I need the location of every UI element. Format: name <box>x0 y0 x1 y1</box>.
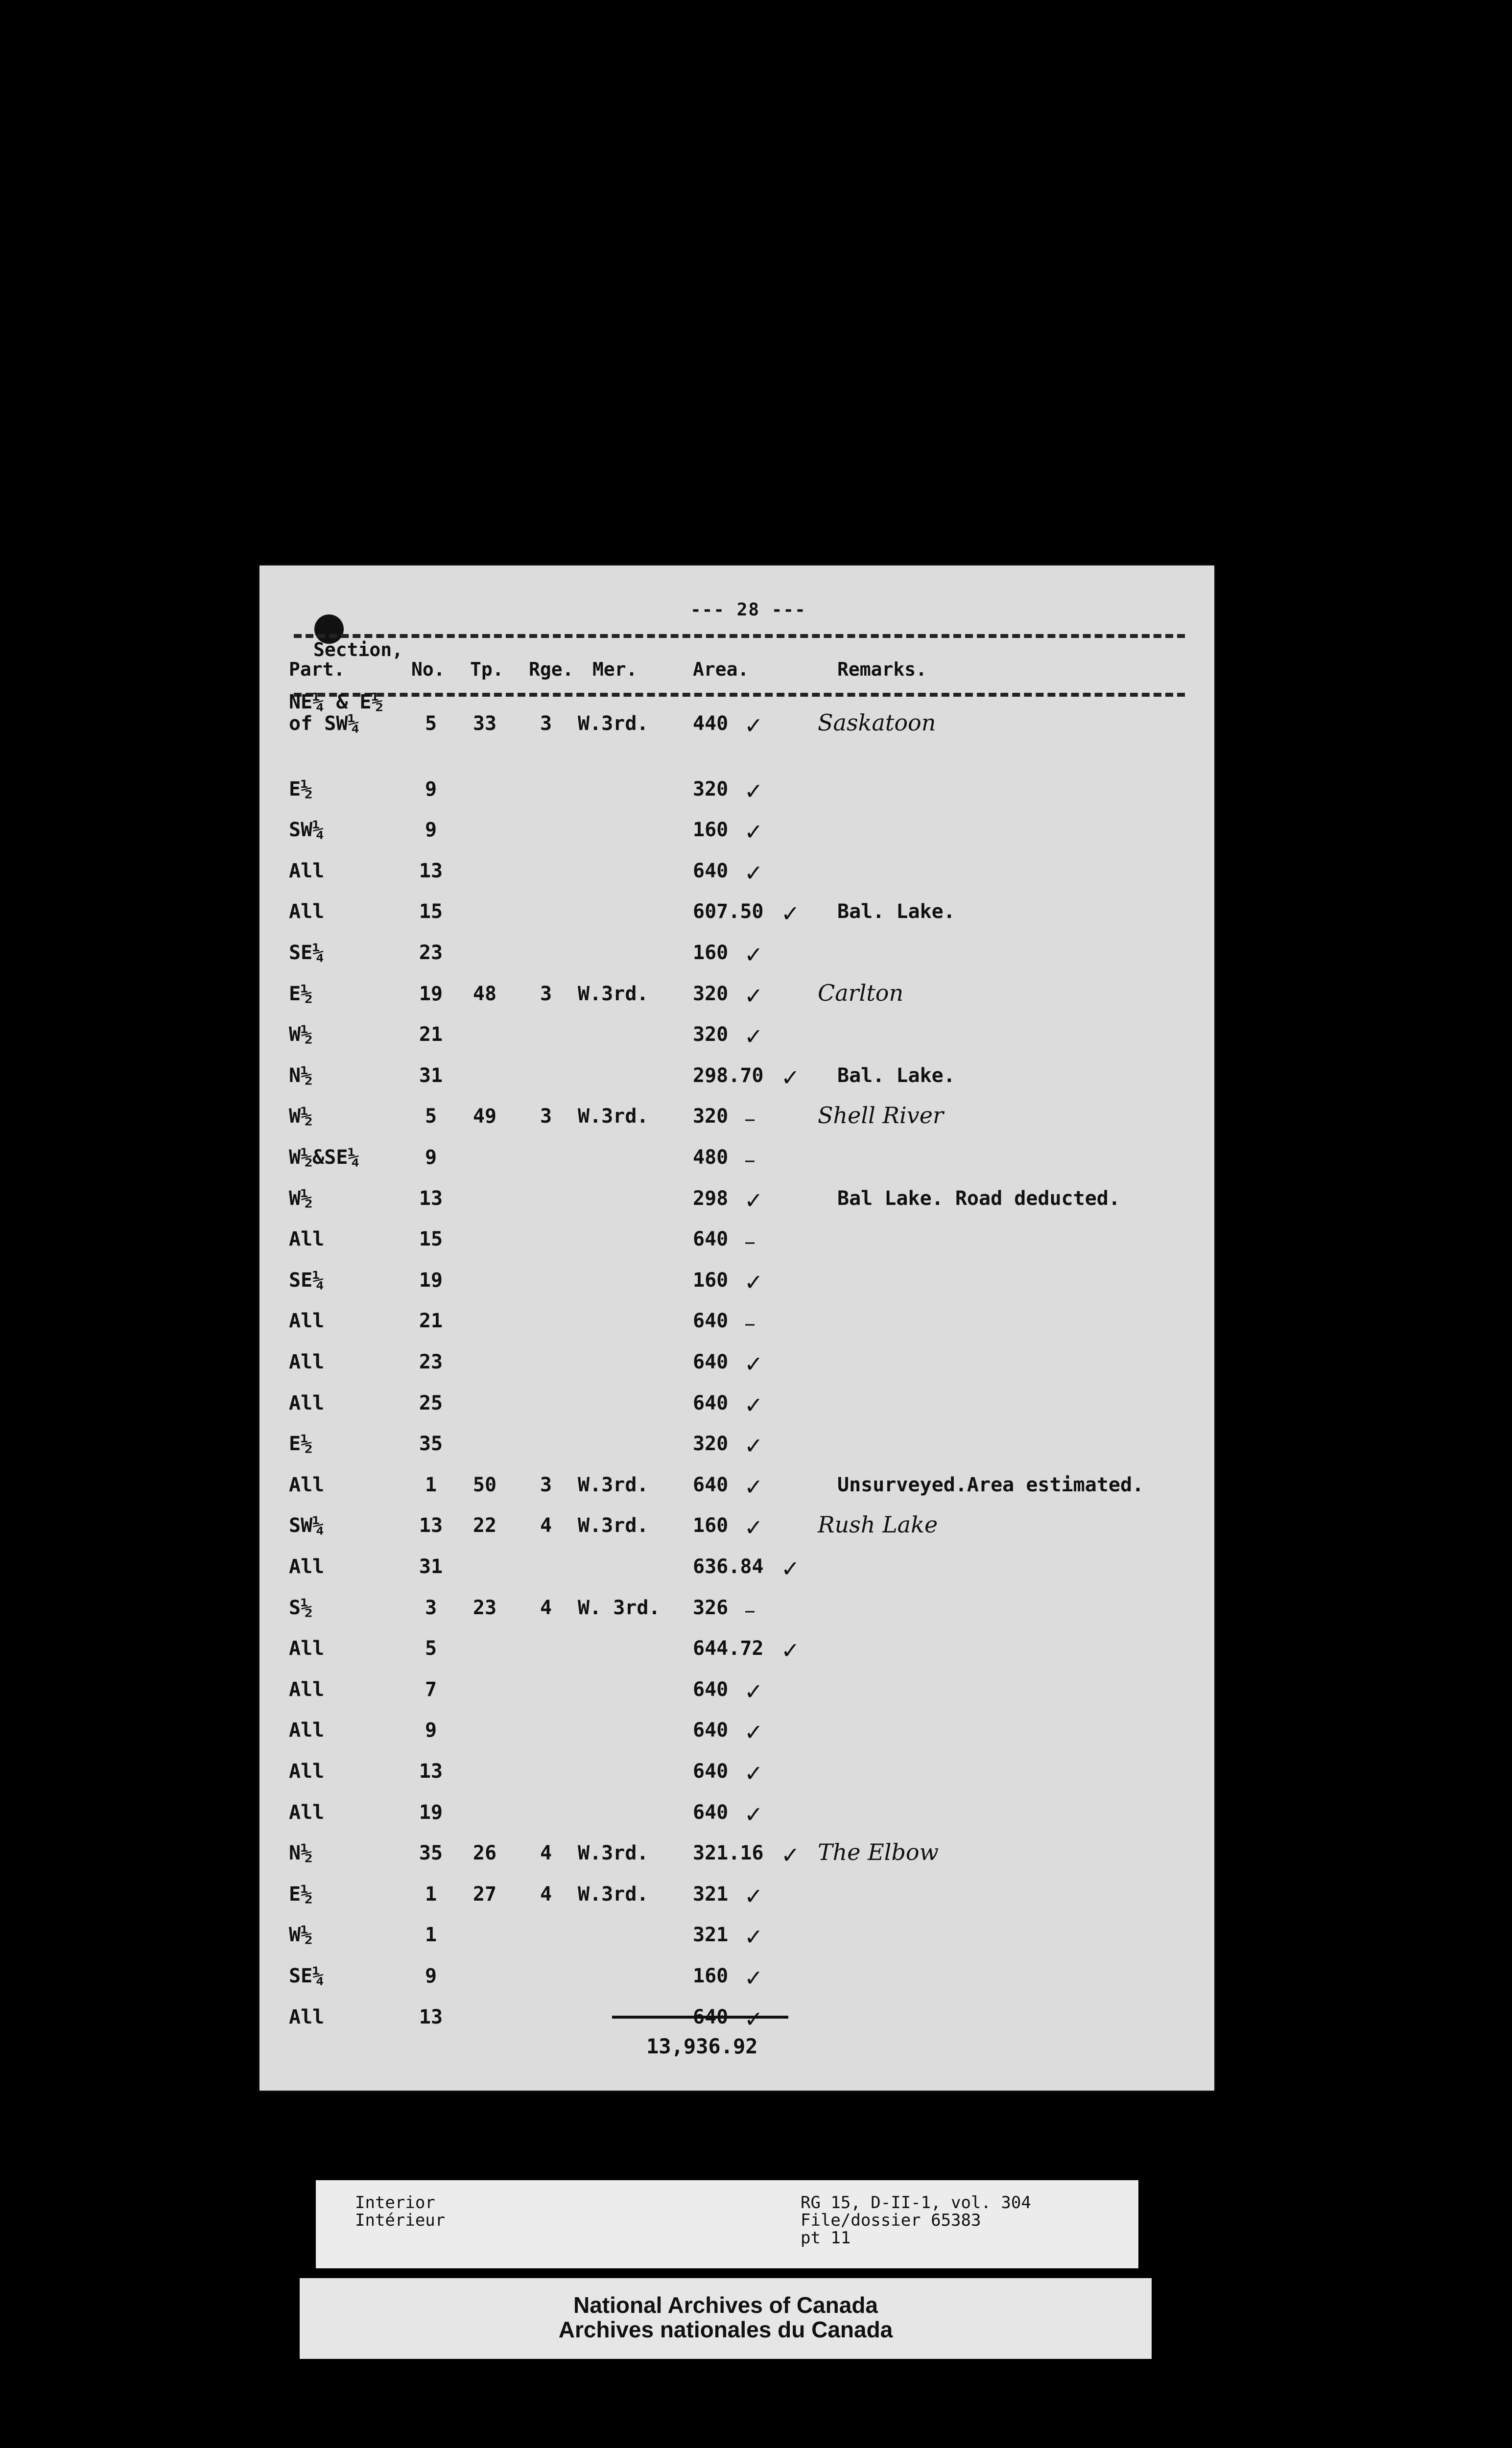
row-area: 640 <box>693 1391 729 1414</box>
check-mark: – <box>744 1146 756 1173</box>
table-row <box>260 979 1214 1024</box>
table-row <box>260 1760 1214 1801</box>
row-area: 160 <box>693 819 729 842</box>
row-area: 320 <box>693 982 729 1005</box>
row-section-no: 9 <box>425 1965 437 1987</box>
check-mark: ✓ <box>744 2005 763 2032</box>
header-mer: Mer. <box>592 659 638 680</box>
table-row <box>260 1719 1214 1760</box>
banner-line-fr: Archives nationales du Canada <box>558 2317 893 2342</box>
row-area: 644.72 <box>693 1637 764 1660</box>
row-area: 160 <box>693 1514 729 1537</box>
row-section-no: 5 <box>425 712 437 735</box>
check-mark: – <box>744 1596 756 1623</box>
check-mark: ✓ <box>744 777 763 804</box>
check-mark: ✓ <box>744 1678 763 1705</box>
check-mark: – <box>744 1228 756 1255</box>
row-area: 440 <box>693 712 729 735</box>
table-row <box>260 1883 1214 1924</box>
row-area: 480 <box>693 1146 729 1169</box>
table-row <box>260 1555 1214 1597</box>
header-no: No. <box>411 659 445 680</box>
row-area: 160 <box>693 942 729 964</box>
row-part: All <box>289 1678 325 1701</box>
table-row <box>260 778 1214 819</box>
row-part: All <box>289 1473 325 1496</box>
row-area: 321 <box>693 1883 729 1906</box>
table-row <box>260 1187 1214 1228</box>
row-part: SE¼ <box>289 1965 325 1987</box>
row-section-no: 3 <box>425 1596 437 1619</box>
row-section-no: 9 <box>425 1719 437 1742</box>
row-part: All <box>289 1351 325 1373</box>
row-section-no: 1 <box>425 1883 437 1906</box>
row-area: 320 <box>693 777 729 800</box>
table-row <box>260 942 1214 983</box>
row-section-no: 31 <box>419 1064 443 1087</box>
row-meridian: W.3rd. <box>578 712 649 735</box>
row-part: All <box>289 1555 325 1578</box>
row-township: 49 <box>472 1105 497 1128</box>
row-part: All <box>289 1228 325 1251</box>
row-area: 298 <box>693 1187 729 1210</box>
row-range: 3 <box>540 1473 552 1496</box>
table-row <box>260 1597 1214 1638</box>
row-meridian: W.3rd. <box>578 1842 649 1865</box>
row-range: 3 <box>540 712 552 735</box>
row-township: 48 <box>472 982 497 1005</box>
row-part: SW¼ <box>289 819 325 842</box>
row-area: 160 <box>693 1965 729 1987</box>
row-part: All <box>289 1637 325 1660</box>
check-mark: ✓ <box>744 1883 763 1909</box>
check-mark: ✓ <box>744 982 763 1009</box>
handwritten-note: The Elbow <box>818 1839 939 1866</box>
row-part: W½ <box>289 1187 313 1210</box>
row-part: W½&SE¼ <box>289 1146 360 1169</box>
check-mark: ✓ <box>744 1187 763 1214</box>
row-remarks: Bal. Lake. <box>837 900 955 923</box>
handwritten-note: Shell River <box>818 1102 944 1129</box>
row-area: 636.84 <box>693 1555 764 1578</box>
row-part: All <box>289 1310 325 1333</box>
check-mark: ✓ <box>781 1555 800 1582</box>
row-part: All <box>289 1801 325 1824</box>
handwritten-note: Saskatoon <box>818 709 936 736</box>
row-area: 320 <box>693 1105 729 1128</box>
row-area: 321 <box>693 1924 729 1947</box>
row-section-no: 31 <box>419 1555 443 1578</box>
page-number: --- 28 --- <box>690 600 806 620</box>
check-mark: ✓ <box>781 1637 800 1664</box>
row-part: All <box>289 1391 325 1414</box>
row-meridian: W.3rd. <box>578 1473 649 1496</box>
handwritten-note: Rush Lake <box>818 1511 938 1538</box>
table-row <box>260 691 1214 753</box>
table-row <box>260 1351 1214 1392</box>
row-area: 640 <box>693 1473 729 1496</box>
check-mark: ✓ <box>744 1023 763 1050</box>
check-mark: ✓ <box>744 1391 763 1418</box>
row-range: 3 <box>540 982 552 1005</box>
table-row <box>260 900 1214 942</box>
row-section-no: 15 <box>419 900 443 923</box>
table-row <box>260 1678 1214 1719</box>
row-range: 4 <box>540 1514 552 1537</box>
row-township: 22 <box>472 1514 497 1537</box>
row-township: 33 <box>472 712 497 735</box>
divider <box>294 693 1185 697</box>
table-row <box>260 1433 1214 1474</box>
row-section-no: 21 <box>419 1310 443 1333</box>
row-section-no: 5 <box>425 1637 437 1660</box>
row-section-no: 13 <box>419 1514 443 1537</box>
row-area: 298.70 <box>693 1064 764 1087</box>
table-row <box>260 1310 1214 1351</box>
row-part: N½ <box>289 1064 313 1087</box>
check-mark: ✓ <box>744 1965 763 1991</box>
row-area: 640 <box>693 1719 729 1742</box>
check-mark: ✓ <box>744 1433 763 1459</box>
row-part: W½ <box>289 1023 313 1046</box>
row-section-no: 19 <box>419 1269 443 1292</box>
row-part: E½ <box>289 1883 313 1906</box>
banner-line-en: National Archives of Canada <box>573 2292 878 2318</box>
row-area: 640 <box>693 1351 729 1373</box>
row-part: All <box>289 1760 325 1783</box>
check-mark: ✓ <box>744 1269 763 1295</box>
row-part: All <box>289 2005 325 2028</box>
row-part: E½ <box>289 777 313 800</box>
row-section-no: 7 <box>425 1678 437 1701</box>
header-rge: Rge. <box>529 659 574 680</box>
row-part: of SW¼ <box>289 712 360 735</box>
check-mark: ✓ <box>744 1473 763 1500</box>
table-row <box>260 1269 1214 1310</box>
table-row <box>260 1474 1214 1515</box>
row-part: W½ <box>289 1105 313 1128</box>
row-area: 640 <box>693 1760 729 1783</box>
table-row <box>260 1801 1214 1842</box>
row-section-no: 1 <box>425 1924 437 1947</box>
row-area: 326 <box>693 1596 729 1619</box>
row-range: 4 <box>540 1883 552 1906</box>
row-part: All <box>289 1719 325 1742</box>
row-section-no: 13 <box>419 1187 443 1210</box>
archive-reference-label <box>316 2180 1138 2268</box>
row-area: 640 <box>693 1310 729 1333</box>
row-section-no: 19 <box>419 982 443 1005</box>
row-part: N½ <box>289 1842 313 1865</box>
row-township: 23 <box>472 1596 497 1619</box>
area-total: 13,936.92 <box>646 2034 758 2058</box>
table-row <box>260 1637 1214 1678</box>
row-remarks: Unsurveyed.Area estimated. <box>837 1473 1144 1496</box>
reference-line: RG 15, D-II-1, vol. 304 <box>801 2193 1031 2213</box>
row-part: NE¼ & E½ <box>289 691 383 713</box>
row-area: 320 <box>693 1433 729 1456</box>
row-section-no: 23 <box>419 942 443 964</box>
row-range: 3 <box>540 1105 552 1128</box>
row-meridian: W.3rd. <box>578 1105 649 1128</box>
row-area: 320 <box>693 1023 729 1046</box>
check-mark: ✓ <box>781 1064 800 1091</box>
table-row <box>260 1511 1214 1555</box>
table-row <box>260 1023 1214 1064</box>
row-area: 160 <box>693 1269 729 1292</box>
row-area: 640 <box>693 2005 729 2028</box>
row-part: All <box>289 900 325 923</box>
check-mark: ✓ <box>744 942 763 968</box>
row-section-no: 13 <box>419 2005 443 2028</box>
row-part: SE¼ <box>289 1269 325 1292</box>
department-en: Interior <box>355 2193 435 2213</box>
table-row <box>260 1965 1214 2006</box>
row-remarks: Bal. Lake. <box>837 1064 955 1087</box>
row-township: 27 <box>472 1883 497 1906</box>
row-section-no: 21 <box>419 1023 443 1046</box>
row-section-no: 35 <box>419 1842 443 1865</box>
table-row <box>260 1064 1214 1106</box>
row-part: All <box>289 859 325 882</box>
table-row <box>260 1228 1214 1269</box>
row-remarks: Bal Lake. Road deducted. <box>837 1187 1120 1210</box>
check-mark: ✓ <box>744 1760 763 1787</box>
row-township: 26 <box>472 1842 497 1865</box>
row-section-no: 19 <box>419 1801 443 1824</box>
table-row <box>260 1146 1214 1187</box>
reference-line: pt 11 <box>801 2228 851 2248</box>
row-range: 4 <box>540 1842 552 1865</box>
row-section-no: 15 <box>419 1228 443 1251</box>
row-section-no: 13 <box>419 1760 443 1783</box>
table-row <box>260 1924 1214 1965</box>
check-mark: ✓ <box>744 1801 763 1828</box>
check-mark: ✓ <box>744 712 763 739</box>
header-remarks: Remarks. <box>837 659 927 680</box>
check-mark: ✓ <box>744 1514 763 1541</box>
row-section-no: 9 <box>425 777 437 800</box>
row-area: 640 <box>693 859 729 882</box>
header-tp: Tp. <box>470 659 504 680</box>
handwritten-note: Carlton <box>818 979 904 1006</box>
table-row <box>260 1392 1214 1433</box>
document-page <box>260 565 1214 2091</box>
row-part: W½ <box>289 1924 313 1947</box>
header-section: Section, <box>313 639 403 660</box>
row-section-no: 9 <box>425 1146 437 1169</box>
row-area: 640 <box>693 1678 729 1701</box>
total-rule <box>612 2016 788 2019</box>
table-row <box>260 1839 1214 1883</box>
row-section-no: 1 <box>425 1473 437 1496</box>
row-section-no: 35 <box>419 1433 443 1456</box>
check-mark: ✓ <box>744 859 763 886</box>
check-mark: ✓ <box>744 819 763 846</box>
check-mark: – <box>744 1310 756 1337</box>
divider <box>294 634 1185 638</box>
table-row <box>260 1102 1214 1146</box>
check-mark: ✓ <box>781 1842 800 1869</box>
row-part: E½ <box>289 982 313 1005</box>
row-section-no: 23 <box>419 1351 443 1373</box>
row-area: 607.50 <box>693 900 764 923</box>
row-section-no: 5 <box>425 1105 437 1128</box>
table-row <box>260 819 1214 860</box>
check-mark: – <box>744 1105 756 1132</box>
check-mark: ✓ <box>781 900 800 927</box>
row-section-no: 25 <box>419 1391 443 1414</box>
row-meridian: W. 3rd. <box>578 1596 661 1619</box>
header-area: Area. <box>693 659 749 680</box>
row-range: 4 <box>540 1596 552 1619</box>
row-part: SW¼ <box>289 1514 325 1537</box>
row-meridian: W.3rd. <box>578 1883 649 1906</box>
row-area: 640 <box>693 1801 729 1824</box>
row-section-no: 13 <box>419 859 443 882</box>
archive-banner <box>300 2278 1152 2359</box>
row-section-no: 9 <box>425 819 437 842</box>
table-row <box>260 860 1214 901</box>
row-township: 50 <box>472 1473 497 1496</box>
row-area: 321.16 <box>693 1842 764 1865</box>
reference-line: File/dossier 65383 <box>801 2211 981 2230</box>
check-mark: ✓ <box>744 1719 763 1746</box>
row-part: E½ <box>289 1433 313 1456</box>
department-fr: Intérieur <box>355 2211 446 2230</box>
row-area: 640 <box>693 1228 729 1251</box>
row-meridian: W.3rd. <box>578 1514 649 1537</box>
header-part: Part. <box>289 659 345 680</box>
row-part: S½ <box>289 1596 313 1619</box>
check-mark: ✓ <box>744 1924 763 1951</box>
row-part: SE¼ <box>289 942 325 964</box>
row-meridian: W.3rd. <box>578 982 649 1005</box>
check-mark: ✓ <box>744 1351 763 1377</box>
